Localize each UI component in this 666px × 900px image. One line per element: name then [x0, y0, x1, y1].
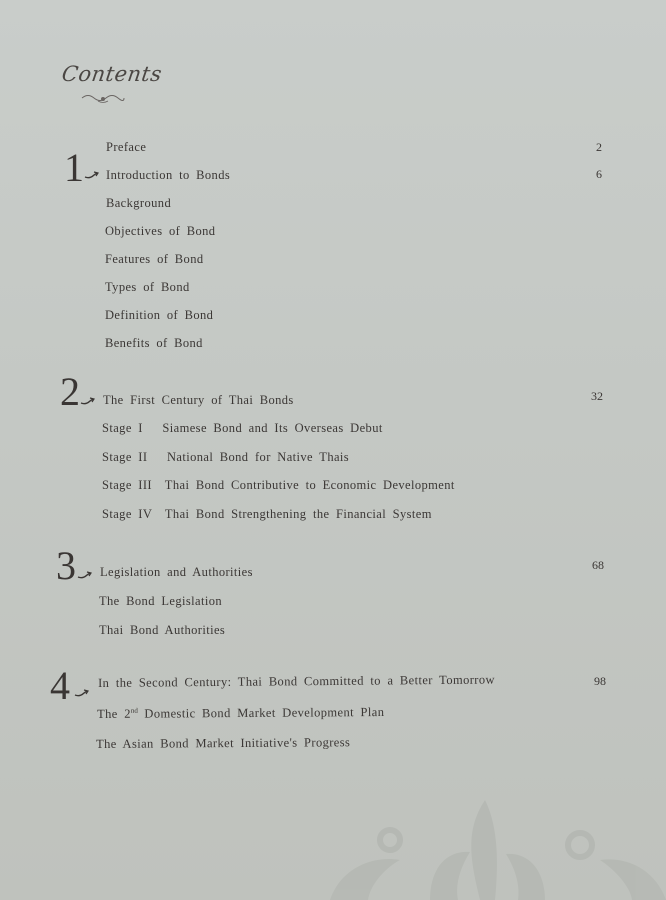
- page-number-chapter-4: 98: [594, 674, 606, 688]
- toc-entry[interactable]: Stage I Siamese Bond and Its Overseas Debut: [102, 421, 383, 435]
- contents-heading: Contents: [60, 62, 164, 86]
- toc-entry[interactable]: Thai Bond Authorities: [99, 623, 226, 637]
- flourish-icon: [80, 92, 126, 104]
- toc-entry[interactable]: Stage II National Bond for Native Thais: [102, 450, 350, 464]
- chapter-number-2: 2: [60, 369, 80, 414]
- toc-entry[interactable]: The Bond Legislation: [99, 594, 223, 608]
- entry-text: Domestic Bond Market Development Plan: [137, 704, 385, 721]
- chapter-number-3: 3: [56, 543, 76, 588]
- toc-entry-legislation[interactable]: Legislation and Authorities: [100, 565, 253, 579]
- entry-text: The 2: [97, 706, 131, 721]
- ordinal-suffix: nd: [130, 706, 138, 715]
- page-number-chapter-2: 32: [591, 389, 603, 403]
- toc-entry-second-century[interactable]: In the Second Century: Thai Bond Committed to a Better Tomorrow: [98, 672, 495, 690]
- page-number-preface: 2: [596, 140, 602, 154]
- toc-entry[interactable]: Benefits of Bond: [105, 336, 203, 350]
- toc-entry[interactable]: Objectives of Bond: [105, 224, 216, 238]
- page-number-chapter-3: 68: [592, 558, 604, 572]
- toc-entry[interactable]: Background: [106, 196, 172, 210]
- pointer-arrow-icon: [84, 170, 100, 180]
- toc-entry-first-century[interactable]: The First Century of Thai Bonds: [103, 393, 294, 407]
- toc-entry-introduction[interactable]: Introduction to Bonds: [106, 168, 231, 182]
- toc-entry[interactable]: Types of Bond: [105, 280, 190, 294]
- toc-entry-development-plan[interactable]: [97, 705, 384, 722]
- toc-entry[interactable]: Definition of Bond: [105, 308, 214, 322]
- ornament-watermark-icon: [330, 790, 666, 900]
- toc-entry[interactable]: The Asian Bond Market Initiative's Progress: [96, 735, 351, 751]
- toc-entry[interactable]: Stage IV Thai Bond Strengthening the Financial System: [102, 507, 432, 521]
- toc-entry-preface[interactable]: Preface: [106, 140, 147, 154]
- page-number-chapter-1: 6: [596, 167, 602, 181]
- pointer-arrow-icon: [77, 570, 93, 580]
- chapter-number-1: 1: [64, 145, 84, 190]
- toc-entry[interactable]: Stage III Thai Bond Contributive to Economic Development: [102, 478, 455, 492]
- chapter-number-4: 4: [50, 663, 70, 708]
- pointer-arrow-icon: [74, 688, 90, 698]
- pointer-arrow-icon: [80, 396, 96, 406]
- toc-entry[interactable]: Features of Bond: [105, 252, 204, 266]
